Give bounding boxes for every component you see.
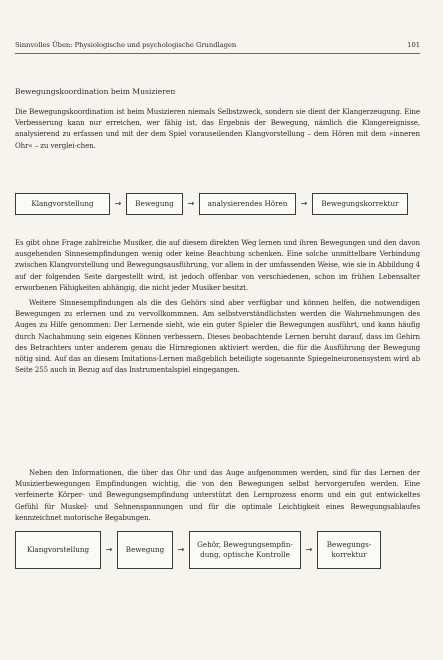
diagram2-box-klangvorstellung: Klangvorstellung bbox=[15, 531, 101, 569]
flow-diagram-2 bbox=[15, 531, 420, 569]
paragraph-direct-learning: Es gibt ohne Frage zahlreiche Musiker, die auf diesem direkten Weg lernen und ihren Bewegungen und den davon ausgehenden Sinnesempfindungen wenig oder keine Beachtung schenken. Eine solche unmittelbare Verbindung zwischen Klangvorstellung und Bewegungsausführung, vor allem in der umfassenden Weise, wie sie in Abbildung 4 auf der folgenden Seite dargestellt wird, ist jedoch offenbar von verschiedenen, schon im frühen Lebensalter erworbenen Fähigkeiten abhängig, die nicht jeder Musiker besitzt. bbox=[15, 238, 420, 292]
flow-diagram-1 bbox=[15, 193, 420, 215]
arrow-right-icon: → bbox=[114, 199, 122, 208]
section-heading: Bewegungskoordination beim Musizieren bbox=[15, 87, 176, 96]
diagram2-box-bewegungskorrektur: Bewegungs-korrektur bbox=[317, 531, 381, 569]
paragraph-body-sensation: Neben den Informationen, die über das Ohr und das Auge aufgenommen werden, sind für das Lernen der Musizierbewegungen Empfindungen wichtig, die von den Bewegungen selbst hervorgerufen werden. Eine verfeinerte Körper- und Bewegungsempfindung unterstützt den Lernprozess enorm und ein gut entwickeltes Gefühl für Muskel- und Sehnenspannungen und für die optimale Leichtigkeit eines Bewegungsablaufes kennzeichnet motorische Begabungen. bbox=[15, 468, 420, 522]
arrow-right-icon: → bbox=[305, 545, 313, 554]
diagram2-box-bewegung: Bewegung bbox=[117, 531, 173, 569]
diagram1-box-klangvorstellung: Klangvorstellung bbox=[15, 193, 110, 215]
arrow-right-icon: → bbox=[187, 199, 195, 208]
diagram1-box-bewegungskorrektur: Bewegungskorrektur bbox=[312, 193, 408, 215]
diagram2-box-gehoer-kontrolle: Gehör, Bewegungsempfin-dung, optische Kontrolle bbox=[189, 531, 301, 569]
diagram1-box-analysierendes-hoeren: analysierendes Hören bbox=[199, 193, 296, 215]
arrow-right-icon: → bbox=[177, 545, 185, 554]
paragraph-intro: Die Bewegungskoordination ist beim Musizieren niemals Selbstzweck, sondern sie dient der Klangerzeugung. Eine Verbesserung kann nur erreichen, wer fähig ist, das Ergebnis der Bewegung, nämlich die Klangereignisse, analysierend zu erfassen und mit der dem Spiel vorauseilenden Klangvorstellung – dem Hören mit dem »inneren Ohr« – zu verglei-chen. bbox=[15, 107, 420, 150]
paragraph-senses: Weitere Sinnesempfindungen als die des Gehörs sind aber verfügbar und können helfen, die notwendigen Bewegungen zu erlernen und zu vervollkommnen. Am selbstverständlichsten werden die Wahrnehmungen des Auges zu Hilfe genommen: Der Lernende sieht, wie ein guter Spieler die Bewegungen ausführt, und kann häufig durch Nachahmung sein eigenes Können verbessern. Dieses beobachtende Lernen beruht darauf, dass im Gehirn des Betrachters unter anderem genau die Hirnregionen aktiviert werden, die für die Ausführung der Bewegung nötig sind. Auf das an diesem Imitations-Lernen maßgeblich beteiligte sogenannte Spiegelneuronensystem wird ab Seite 255 auch in Bezug auf das Instrumentalspiel eingegangen. bbox=[15, 298, 420, 375]
diagram1-box-bewegung: Bewegung bbox=[126, 193, 183, 215]
running-title: Sinnvolles Üben: Physiologische und psychologische Grundlagen bbox=[15, 41, 237, 49]
arrow-right-icon: → bbox=[105, 545, 113, 554]
arrow-right-icon: → bbox=[300, 199, 308, 208]
running-header bbox=[15, 40, 420, 54]
page-number: 101 bbox=[407, 41, 420, 49]
